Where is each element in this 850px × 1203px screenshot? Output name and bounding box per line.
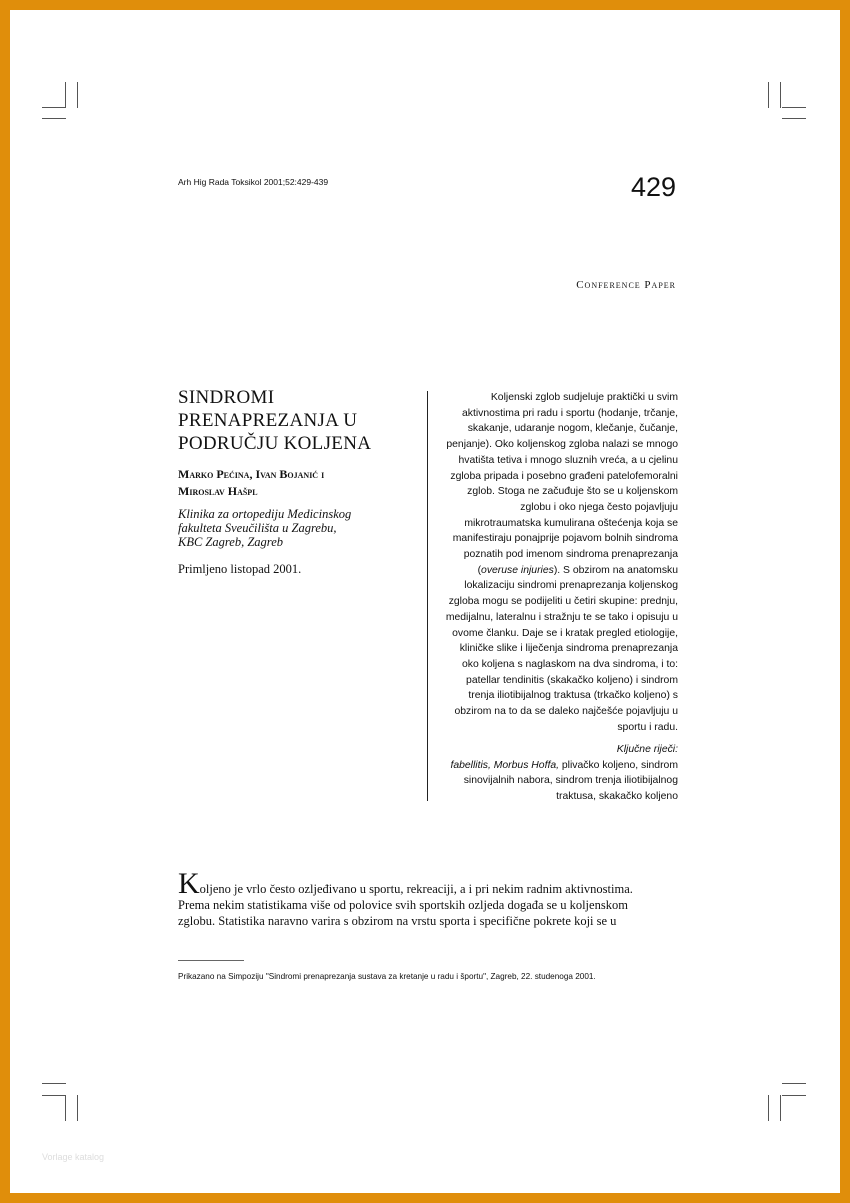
abstract-line: trenja iliotibijalnog traktusa (trkačko koljeno) s — [468, 690, 678, 702]
abstract-line: mikrotraumatska kumulirana oštećenja koja se — [464, 517, 678, 529]
keywords — [438, 742, 678, 805]
affiliation — [178, 507, 408, 549]
crop-mark — [77, 82, 78, 108]
abstract-line: poznatih pod imenom sindroma prenaprezanja — [463, 549, 678, 561]
crop-mark — [42, 1095, 66, 1096]
abstract-line: sportu i radu. — [617, 721, 678, 733]
intro-line — [178, 867, 678, 900]
abstract-line: aktivnostima pri radu i sportu (hodanje, trčanje, — [461, 407, 678, 419]
intro-line: zglobu. Statistika naravno varira s obzirom na vrstu sporta i specifične pokrete koji se u — [178, 914, 617, 928]
crop-mark — [77, 1095, 78, 1121]
abstract-line: hvatišta tetiva i mnogo sluznih vreća, a u cjelinu — [458, 454, 678, 466]
keyword-italic-terms: fabellitis, Morbus Hoffa, — [450, 759, 560, 771]
keywords-line: traktusa, skakačko koljeno — [556, 791, 678, 803]
watermark: Vorlage katalog — [42, 1152, 105, 1162]
crop-mark — [780, 1095, 781, 1121]
abstract-line: patellar tendinitis (skakačko koljeno) i sindrom — [466, 674, 678, 686]
abstract-line: zgloba mogu se podijeliti u četiri skupine: prednju, — [448, 596, 678, 608]
intro-line-text: oljeno je vrlo često ozljeđivano u sportu, rekreaciji, a i pri nekim radnim aktivnostima. — [199, 882, 633, 896]
abstract-line: medijalnu, lateralnu i stražnju te se tako i opisuju u — [445, 611, 678, 623]
author-line: Marko Pećina, Ivan Bojanić i — [178, 467, 325, 481]
abstract-line: zglobu i oko njega često pojavljuju — [520, 501, 678, 513]
abstract-line: Koljenski zglob sudjeluje praktički u svim — [490, 392, 678, 403]
crop-mark — [782, 118, 806, 119]
affiliation-line: Klinika za ortopediju Medicinskog — [178, 507, 352, 521]
crop-mark — [782, 107, 806, 108]
title-line: PODRUČJU KOLJENA — [178, 433, 372, 454]
intro-paragraph — [178, 867, 678, 929]
keywords-line: sinovijalnih nabora, sindrom trenja iliotibijalnog — [463, 775, 678, 787]
abstract-line: ovome članku. Daje se i kratak pregled etiologije, — [452, 627, 678, 639]
abstract-line: obzirom na to da se daleko najčešće pojavljuju u — [454, 706, 678, 718]
abstract-line: kliničke slike i liječenja sindroma prenaprezanja — [459, 643, 678, 655]
abstract-line: skakanje, udaranje nogom, klečanje, čučanje, — [467, 423, 678, 435]
page-number: 429 — [630, 172, 676, 202]
affiliation-line: fakulteta Sveučilišta u Zagrebu, — [178, 521, 337, 535]
section-label: Conference Paper — [576, 279, 676, 291]
received-date: Primljeno listopad 2001. — [178, 562, 302, 576]
abstract-line: oko koljena s naglaskom na dva sindroma, i to: — [461, 658, 678, 670]
author-line: Miroslav Hašpl — [178, 484, 258, 498]
crop-mark — [42, 1083, 66, 1084]
abstract-line: zglob. Stoga ne začuđuje što se u koljenskom — [467, 486, 678, 498]
title-line: PRENAPREZANJA U — [178, 410, 358, 431]
footnote: Prikazano na Simpoziju "Sindromi prenaprezanja sustava za kretanje u radu i športu", Zagreb, 22. studenoga 2001. — [178, 972, 596, 981]
abstract-line: penjanje). Oko koljenskog zgloba nalazi se mnogo — [446, 439, 678, 451]
crop-mark — [768, 1095, 769, 1121]
crop-mark — [42, 118, 66, 119]
crop-mark — [65, 82, 66, 108]
crop-mark — [780, 82, 781, 108]
crop-mark — [65, 1095, 66, 1121]
keywords-line: fabellitis, Morbus Hoffa, plivačko koljeno, sindrom — [450, 759, 678, 771]
crop-mark — [768, 82, 769, 108]
abstract — [438, 390, 678, 735]
abstract-line: manifestiraju ponajprije pojavom bolnih sindroma — [452, 533, 678, 545]
intro-line: Prema nekim statistikama više od polovice svih sportskih ozljeda događa se u koljenskom — [178, 898, 628, 912]
abstract-line: lokalizaciju sindromi prenaprezanja koljenskog — [464, 580, 678, 592]
title-line: SINDROMI — [178, 387, 275, 408]
running-head: Arh Hig Rada Toksikol 2001;52:429-439 — [178, 177, 329, 187]
article-title — [178, 386, 408, 455]
affiliation-line: KBC Zagreb, Zagreb — [178, 535, 283, 549]
column-divider — [427, 391, 428, 801]
abstract-italic-term: overuse injuries — [481, 564, 554, 576]
abstract-line: (overuse injuries). S obzirom na anatomsku — [477, 564, 678, 576]
footnote-rule — [178, 960, 244, 961]
drop-cap: K — [178, 867, 200, 900]
crop-mark — [782, 1095, 806, 1096]
authors — [178, 466, 408, 500]
keywords-label: Ključne riječi: — [616, 744, 678, 755]
paper-page — [10, 10, 840, 1193]
crop-mark — [782, 1083, 806, 1084]
abstract-line: zgloba pripada i posebno građeni patelofemoralni — [450, 470, 678, 482]
crop-mark — [42, 107, 66, 108]
